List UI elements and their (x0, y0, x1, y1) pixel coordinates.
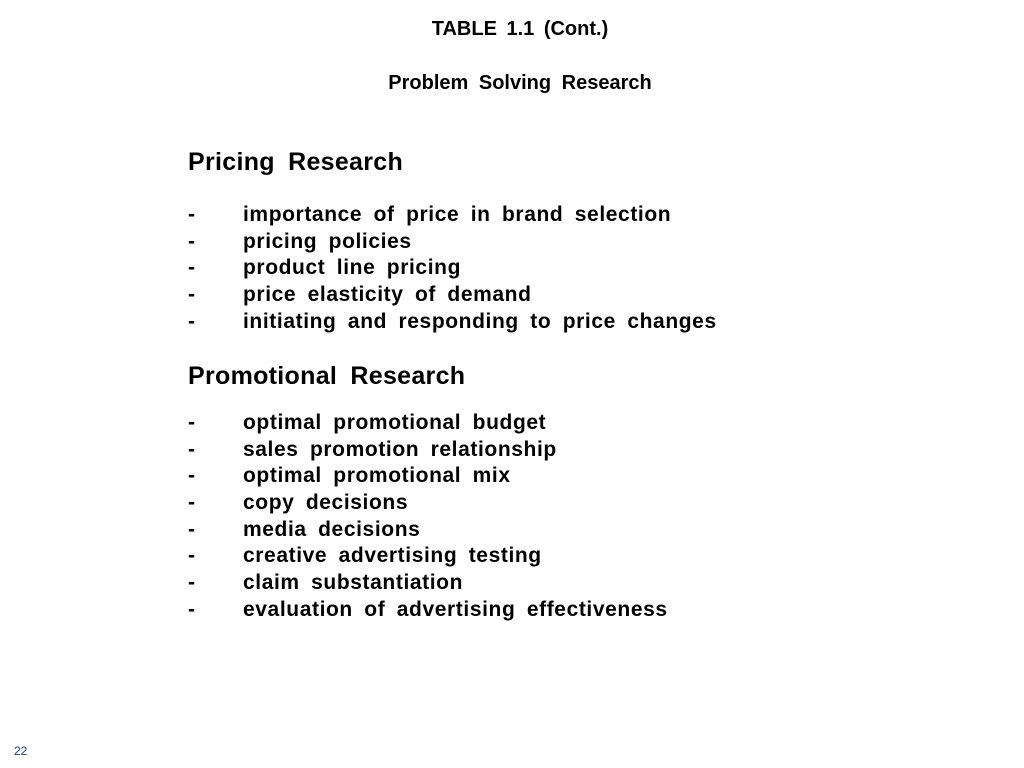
bullet-dash: - (188, 544, 196, 568)
bullet-dash: - (188, 309, 196, 333)
list-item-text: optimal promotional mix (243, 464, 511, 488)
list-item-text: product line pricing (243, 256, 462, 280)
bullet-list (188, 202, 717, 335)
promotional-research-section (188, 362, 668, 624)
slide-subtitle: Problem Solving Research (388, 72, 652, 94)
list-item-text: copy decisions (243, 491, 409, 515)
list-item (188, 517, 465, 544)
bullet-dash: - (188, 283, 196, 307)
pricing-research-section (188, 148, 717, 335)
list-item-text: evaluation of advertising effectiveness (243, 597, 668, 621)
list-item (188, 255, 462, 282)
list-item (188, 229, 412, 256)
list-item-text: media decisions (243, 517, 421, 541)
list-item-text: creative advertising testing (243, 544, 542, 568)
bullet-dash: - (188, 464, 196, 488)
section-heading: Pricing Research (188, 148, 404, 176)
list-item (188, 490, 465, 517)
list-item-text: optimal promotional budget (243, 411, 547, 434)
list-item (188, 410, 547, 437)
list-item (188, 543, 542, 570)
bullet-dash: - (188, 571, 196, 595)
list-item (188, 463, 511, 490)
slide-title: TABLE 1.1 (Cont.) (431, 18, 609, 40)
page-number: 22 (14, 744, 28, 758)
list-item (188, 282, 532, 309)
bullet-list (188, 410, 668, 624)
list-item (188, 309, 717, 336)
bullet-dash: - (188, 203, 196, 226)
list-item (188, 597, 668, 624)
bullet-dash: - (188, 411, 196, 434)
list-item-text: importance of price in brand selection (243, 203, 672, 226)
list-item-text: claim substantiation (243, 571, 464, 595)
list-item (188, 570, 465, 597)
list-item (188, 202, 672, 229)
bullet-dash: - (188, 517, 196, 541)
list-item-text: initiating and responding to price changes (243, 309, 717, 333)
list-item (188, 437, 557, 464)
bullet-dash: - (188, 229, 196, 253)
list-item-text: pricing policies (243, 229, 412, 253)
bullet-dash: - (188, 256, 196, 280)
bullet-dash: - (188, 597, 196, 621)
bullet-dash: - (188, 491, 196, 515)
section-heading: Promotional Research (188, 362, 466, 390)
bullet-dash: - (188, 437, 196, 461)
list-item-text: price elasticity of demand (243, 283, 532, 307)
list-item-text: sales promotion relationship (243, 437, 557, 461)
